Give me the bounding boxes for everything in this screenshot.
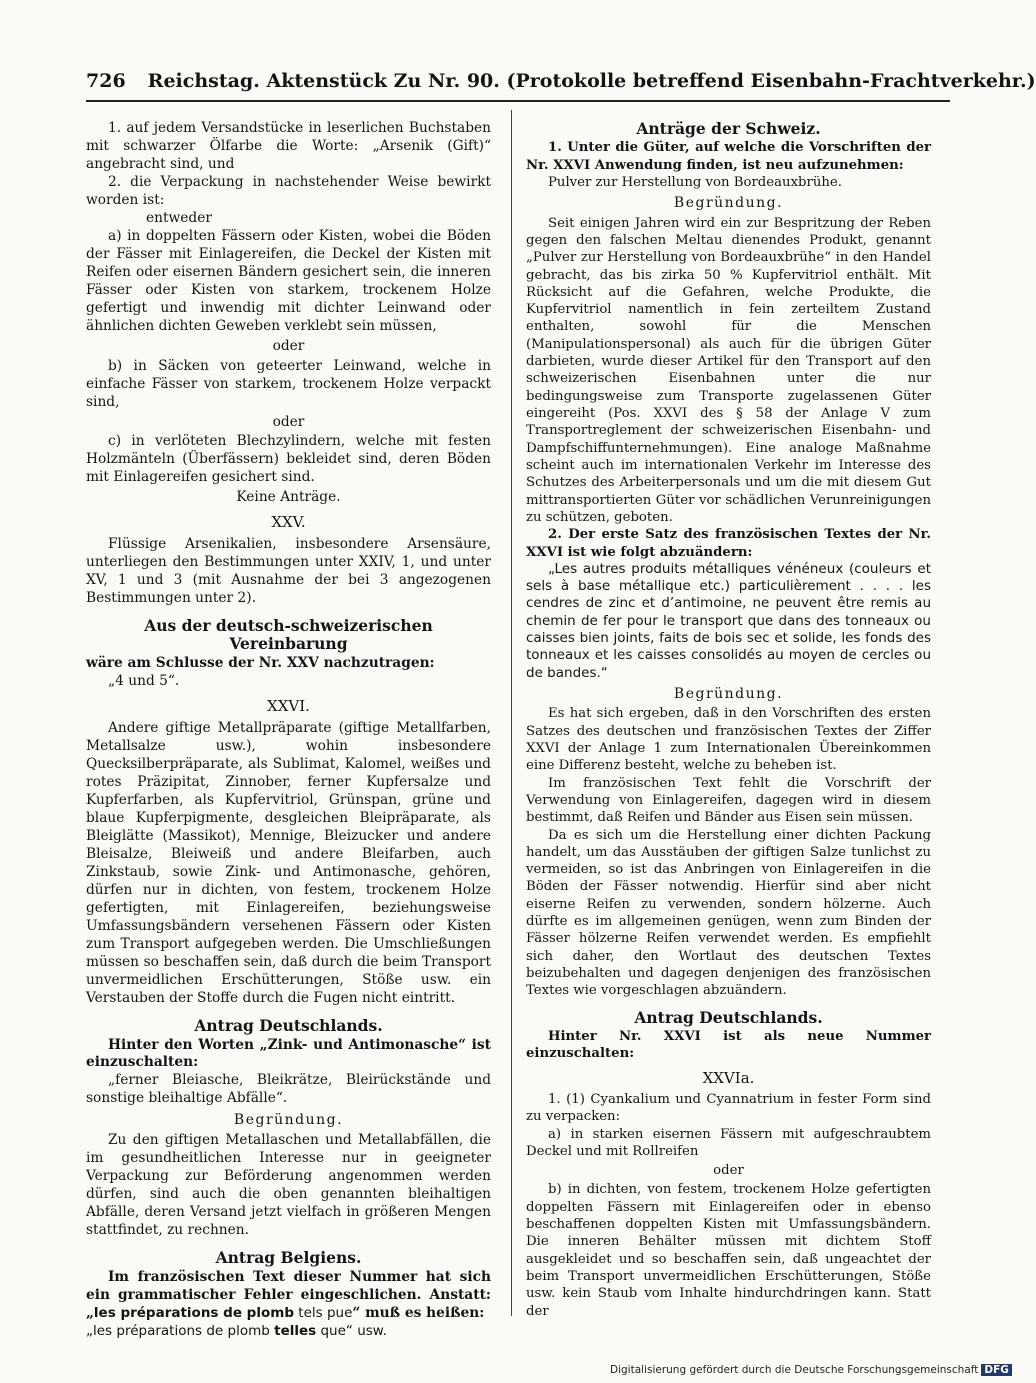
- connector-word: oder: [272, 337, 305, 354]
- quote: [86, 1323, 491, 1341]
- justification-heading: Begründung.: [673, 195, 784, 212]
- text-run: “ muß es heißen:: [352, 1305, 485, 1322]
- section-number: XXVIa.: [702, 1068, 755, 1087]
- french-text: tels pue: [293, 1305, 353, 1322]
- column-divider: [511, 110, 512, 1316]
- section-subheading: 2. Der erste Satz des französischen Textes der Nr. XXVI ist wie folgt abzuändern:: [526, 527, 931, 560]
- section-number: XXVI.: [267, 697, 310, 716]
- quote: „ferner Bleiasche, Bleikrätze, Bleirückstände und sonstige bleihaltige Abfälle“.: [86, 1072, 491, 1107]
- paragraph: b) in dichten, von festem, trockenem Holze gefertigten doppelten Fässern mit Einlagereifen oder in ebenso beschaffenen doppelten Kisten mit Umfassungsbändern. Die inneren Behälter müssen mit dichtem Stoff ausgekleidet und so beschaffen sein, daß ungeachtet der beim Transport unvermeidlichen Erschütterungen, Stöße usw. kein Staub vom Inhalte hindurchdringen kann. Statt der: [526, 1182, 931, 1319]
- french-text: „les préparations de plomb: [86, 1323, 275, 1340]
- header-title: Reichstag. Aktenstück Zu Nr. 90. (Protokolle betreffend Eisenbahn-Frachtverkehr.): [147, 70, 1036, 92]
- paragraph: 2. die Verpackung in nachstehender Weise bewirkt worden ist:: [86, 173, 491, 208]
- paragraph: a) in doppelten Fässern oder Kisten, wobei die Böden der Fässer mit Einlagereifen, die Deckel der Kisten mit Reifen oder eisernen Bändern gesichert sein, die inneren Fässer oder Kisten von starkem, trockenem Holze gefertigt und inwendig mit dichter Leinwand oder ähnlichen dichten Geweben verklebt sein müssen,: [86, 227, 491, 334]
- section-number: XXV.: [271, 513, 306, 532]
- section-subheading: 1. Unter die Güter, auf welche die Vorschriften der Nr. XXVI Anwendung finden, ist neu aufzunehmen:: [526, 140, 931, 173]
- paragraph: Andere giftige Metallpräparate (giftige Metallfarben, Metallsalze usw.), wohin insbesondere Quecksilberpräparate, als Sublimat, Kalomel, weißes und rotes Präzipitat, Zinnober, ferner Kupfersalze und Kupferfarben, als Kupfervitriol, Grünspan, grüne und blaue Kupferpigmente, desgleichen Bleipräparate, als Bleiglätte (Massikot), Mennige, Bleizucker und andere Bleisalze, Bleiweiß und andere Bleifarben, auch Zinkstaub, sowie Zink- und Antimonasche, gehören, dürfen nur in dichten, von festem, trockenem Holze gefertigten, mit Einlagereifen, beziehungsweise Umfassungsbändern versehenen Fässern oder Kisten zum Transport aufgegeben werden. Die Umschließungen müssen so beschaffen sein, daß durch die beim Transport unvermeidlichen Erschütterungen, Stöße usw. ein Verstauben der Stoffe durch die Fugen nicht eintritt.: [86, 720, 491, 1006]
- section-subheading: [86, 1269, 491, 1323]
- section-heading: Anträge der Schweiz.: [636, 119, 821, 138]
- connector-word: oder: [272, 413, 305, 430]
- section-subheading: Hinter Nr. XXVI ist als neue Nummer einzuschalten:: [526, 1028, 931, 1062]
- french-text: que“ usw.: [316, 1323, 387, 1340]
- french-quote: „Les autres produits métalliques vénéneux (couleurs et sels à base métallique etc.) particulièrement . . . . les cendres de zinc et d’antimoine, ne peuvent être remis au chemin de fer pour le transport que dans des tonneaux ou caisses bien joints, faits de bois sec et solide, les fonds des tonneaux et les caisses consolidés au moyen de cercles ou de bandes.“: [526, 560, 931, 681]
- running-header: [86, 70, 1036, 92]
- paragraph: Zu den giftigen Metallaschen und Metallabfällen, die im gesundheitlichen Interesse nur in geeigneter Verpackung zur Beförderung angenommen werden dürfen, sind auch die oben genannten bleihaltigen Abfälle, deren Versand jetzt vielfach in größeren Mengen stattfindet, zu rechnen.: [86, 1132, 491, 1239]
- paragraph: Im französischen Text fehlt die Vorschrift der Verwendung von Einlagereifen, dagegen wird in diesem bestimmt, daß Reifen und Bänder aus Eisen sein müssen.: [526, 775, 931, 826]
- header-rule: [86, 100, 950, 102]
- connector-word: oder: [713, 1163, 744, 1179]
- paragraph: c) in verlöteten Blechzylindern, welche mit festen Holzmänteln (Überfässern) bekleidet sind, deren Böden mit Einlagereifen gesichert sind.: [86, 433, 491, 486]
- text-run: Im französischen Text dieser Nummer hat sich ein grammatischer Fehler eingeschlichen. Anstatt: „: [86, 1269, 491, 1322]
- justification-heading: Begründung.: [673, 686, 784, 702]
- french-text: les préparations de plomb: [93, 1305, 294, 1322]
- paragraph: Seit einigen Jahren wird ein zur Bespritzung der Reben gegen den falschen Meltau dienendes Produkt, genannt „Pulver zur Herstellung von Bordeauxbrühe“ in den Handel gebracht, das bis zirka 50 % Kupfervitriol enthält. Mit Rücksicht auf die Gefahren, welche Produkte, die Kupfervitriol namentlich in fein zerteiltem Zustand enthalten, sowohl für die Menschen (Manipulationspersonal) als auch für die übrigen Güter darbieten, wurde dieser Artikel für den Transport auf den schweizerischen Eisenbahnen unter die nur bedingungsweise zum Transporte zugelassenen Güter eingereiht (Pos. XXVI des § 58 der Anlage V zum Transportreglement der schweizerischen Eisenbahn- und Dampfschiffunternehmungen). Eine analoge Maßnahme scheint auch im internationalen Verkehr im Interesse des Schutzes des Arbeiterpersonals und um die mit diesem Gut mittransportierten Güter vor schädlichen Verunreinigungen zu schützen, geboten.: [526, 215, 931, 525]
- right-column: [526, 120, 931, 1320]
- section-subheading: wäre am Schlusse der Nr. XXV nachzutragen:: [86, 655, 435, 672]
- section-heading: Antrag Deutschlands.: [634, 1007, 823, 1027]
- left-column: [86, 120, 491, 1341]
- section-heading: Aus der deutsch-schweizerischen Vereinbarung: [144, 616, 433, 654]
- paragraph: Es hat sich ergeben, daß in den Vorschriften des ersten Satzes des deutschen und französischen Textes der Ziffer XXVI der Anlage 1 zum Internationalen Übereinkommen eine Differenz besteht, welche zu beheben ist.: [526, 706, 931, 774]
- justification-heading: Begründung.: [233, 1112, 344, 1129]
- credit-text: Digitalisierung gefördert durch die Deutsche Forschungsgemeinschaft: [610, 1364, 979, 1376]
- paragraph: 1. auf jedem Versandstücke in leserlichen Buchstaben mit schwarzer Ölfarbe die Worte: „Arsenik (Gift)“ angebracht sind, und: [86, 120, 491, 172]
- paragraph: Da es sich um die Herstellung einer dichten Packung handelt, um das Ausstäuben der giftigen Salze tunlichst zu vermeiden, so ist das Anbringen von Einlagereifen in die Böden der Fässer notwendig. Hierfür sind aber nicht eiserne Reifen zu verwenden, sondern hölzerne. Auch dürfte es im allgemeinen genügen, wenn zum Binden der Fässer hölzerne Reifen verwendet werden. Es empfiehlt sich daher, den Wortlaut des deutschen Textes beizubehalten und dagegen denjenigen des französischen Textes wie vorgeschlagen abzuändern.: [526, 827, 931, 999]
- paragraph: b) in Säcken von geteerter Leinwand, welche in einfache Fässer von starkem, trockenem Holze verpackt sind,: [86, 357, 491, 410]
- dfg-logo: DFG: [981, 1364, 1012, 1376]
- paragraph: 1. (1) Cyankalium und Cyannatrium in fester Form sind zu verpacken:: [526, 1091, 931, 1125]
- no-proposals: Keine Anträge.: [236, 489, 341, 506]
- paragraph: Pulver zur Herstellung von Bordeauxbrühe.: [548, 174, 842, 190]
- section-heading: Antrag Deutschlands.: [194, 1015, 383, 1035]
- french-text-bold: telles: [274, 1323, 317, 1340]
- section-subheading: Hinter den Worten „Zink- und Antimonasche“ ist einzuschalten:: [86, 1036, 491, 1071]
- page-number: 726: [86, 70, 126, 92]
- quote: „4 und 5“.: [108, 673, 180, 690]
- connector-word: entweder: [146, 209, 212, 226]
- paragraph: a) in starken eisernen Fässern mit aufgeschraubtem Deckel und mit Rollreifen: [526, 1126, 931, 1159]
- paragraph: Flüssige Arsenikalien, insbesondere Arsensäure, unterliegen den Bestimmungen unter XXIV, 1, und unter XV, 1 und 3 (mit Ausnahme der bei 3 angezogenen Bestimmungen unter 2).: [86, 536, 491, 607]
- section-heading: Antrag Belgiens.: [215, 1248, 362, 1268]
- digitization-credit: [610, 1364, 1012, 1376]
